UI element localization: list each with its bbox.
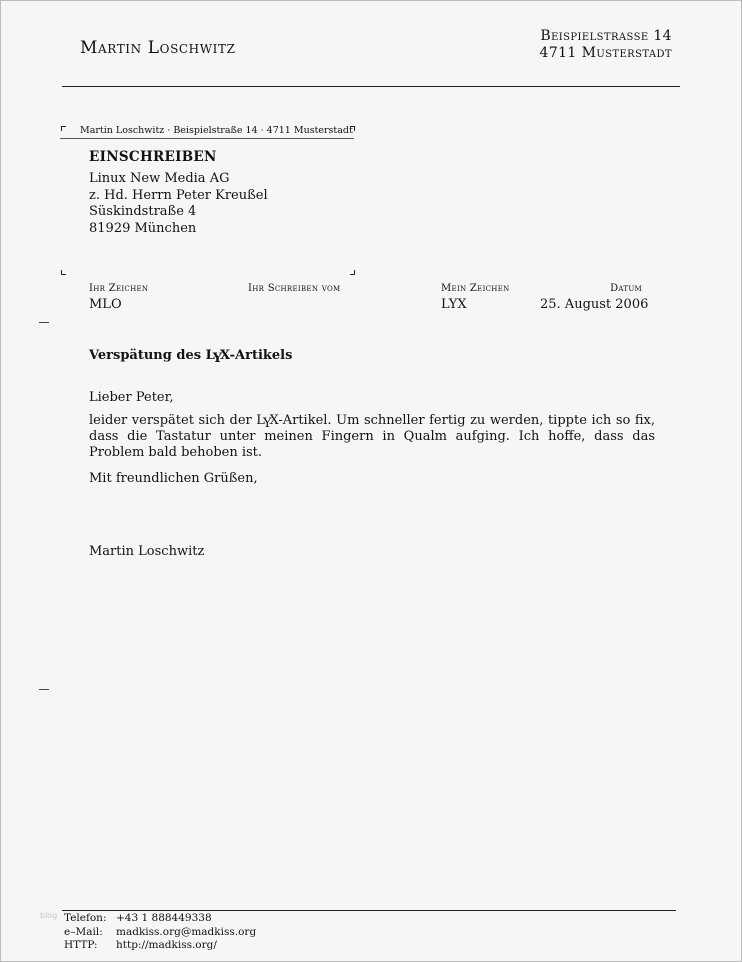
footer-rule — [62, 910, 676, 911]
ref-label-your-letter: Ihr Schreiben vom — [248, 283, 341, 294]
letter-body — [89, 413, 655, 461]
letter-subject — [89, 348, 293, 366]
closing: Mit freundlichen Grüßen, — [89, 471, 258, 486]
sender-address — [520, 28, 672, 62]
subject-text: Verspätung des L — [89, 348, 215, 363]
letterhead-rule — [62, 86, 680, 87]
ref-value-your-sign: MLO — [89, 297, 122, 312]
ref-value-date: 25. August 2006 — [540, 297, 649, 312]
address-window-corner — [61, 270, 66, 275]
footer-key: e–Mail: — [64, 925, 103, 938]
address-window-corner — [350, 270, 355, 275]
sender-street: Beispielstrasse 14 — [540, 28, 672, 44]
footer-watermark: blog — [40, 911, 58, 920]
sender-name: Martin Loschwitz — [80, 38, 236, 58]
footer-value: +43 1 888449338 — [116, 912, 212, 924]
sender-city: 4711 Musterstadt — [539, 45, 672, 61]
recipient-line: 81929 München — [89, 221, 197, 237]
footer-contact — [64, 912, 256, 953]
footer-row-phone — [64, 912, 256, 926]
ref-value-my-sign: LYX — [441, 297, 467, 312]
footer-value: http://madkiss.org/ — [116, 939, 217, 951]
return-address-rule — [60, 138, 354, 139]
recipient-address — [89, 171, 268, 238]
lyx-logo-y: Y — [262, 416, 272, 431]
recipient-line: z. Hd. Herrn Peter Kreußel — [89, 187, 268, 203]
ref-label-my-sign: Mein Zeichen — [441, 283, 510, 294]
return-address: Martin Loschwitz · Beispielstraße 14 · 4711 Musterstadt — [80, 125, 353, 136]
subject-text: X-Artikels — [220, 348, 293, 363]
footer-row-http — [64, 939, 256, 953]
footer-row-email — [64, 926, 256, 940]
signature-name: Martin Loschwitz — [89, 544, 205, 559]
lyx-logo-y: Y — [212, 351, 222, 366]
delivery-note: EINSCHREIBEN — [89, 149, 217, 165]
ref-label-date: Datum — [610, 283, 642, 294]
body-text: leider verspätet sich der L — [89, 413, 265, 428]
footer-value: madkiss.org@madkiss.org — [116, 925, 257, 938]
fold-mark — [39, 322, 49, 323]
ref-label-your-sign: Ihr Zeichen — [89, 283, 149, 294]
body-text: X-Artikel. Um schneller fertig zu werden, tippte ich so fix, dass die Tastatur unter meinen Fingern in Qualm aufging. Ich hoffe, dass das Problem bald behoben ist. — [89, 413, 655, 460]
recipient-line: Süskindstraße 4 — [89, 204, 197, 220]
footer-key: Telefon: — [64, 912, 107, 924]
footer-key: HTTP: — [64, 939, 98, 951]
address-window-corner — [61, 126, 66, 131]
fold-mark — [39, 689, 49, 690]
recipient-line: Linux New Media AG — [89, 171, 230, 186]
salutation: Lieber Peter, — [89, 390, 174, 405]
